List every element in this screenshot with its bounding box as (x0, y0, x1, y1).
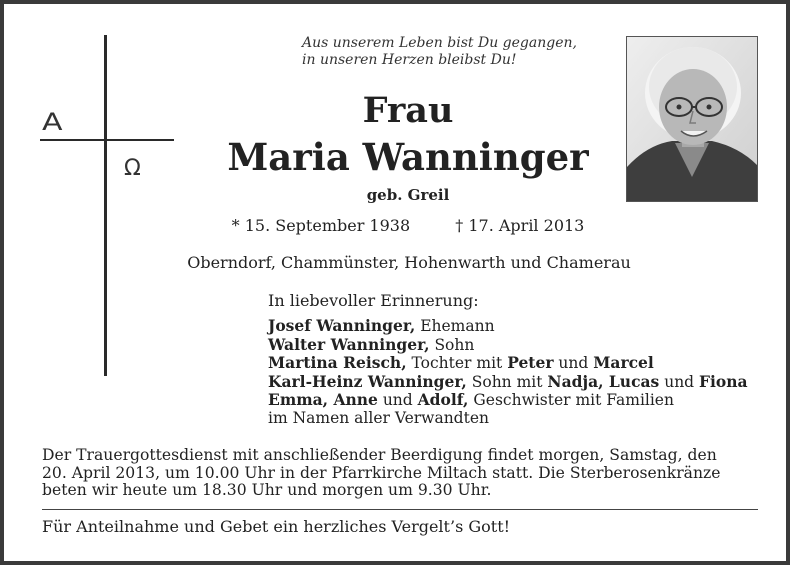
places-line: Oberndorf, Chammünster, Hohenwarth und Chamerau (187, 253, 631, 272)
mourner-line (268, 354, 748, 373)
death-date: † 17. April 2013 (455, 216, 585, 235)
mourner-name: Marcel (593, 353, 654, 373)
verse (302, 35, 602, 69)
mourner-line (268, 336, 748, 355)
alpha-symbol: A (41, 108, 63, 136)
maiden-name: geb. Greil (366, 186, 450, 204)
omega-symbol: Ω (124, 156, 141, 181)
service-line: beten wir heute um 18.30 Uhr und morgen um 9.30 Uhr. (42, 481, 492, 500)
mourner-name: Walter Wanninger, (268, 334, 430, 354)
service-line: 20. April 2013, um 10.00 Uhr in der Pfarrkirche Miltach statt. Die Sterberosenkränze (42, 463, 721, 482)
mourner-line (268, 373, 748, 392)
verse-line: in unseren Herzen bleibst Du! (302, 52, 517, 68)
mourner-relation: Ehemann (415, 317, 495, 335)
mourner-relation: und (659, 372, 700, 391)
mourner-relation: Geschwister mit Familien (468, 391, 674, 410)
mourner-relation: Sohn mit (466, 372, 548, 391)
mourner-line (268, 391, 748, 410)
service-line: Der Trauergottesdienst mit anschließender Beerdigung findet morgen, Samstag, den (42, 446, 717, 464)
mourner-relation: Sohn (429, 335, 475, 354)
mourner-name: Karl-Heinz Wanninger, (268, 371, 467, 391)
divider (42, 509, 758, 510)
thanks-line: Für Anteilnahme und Gebet ein herzliches Vergelt’s Gott! (42, 517, 511, 536)
mourners-list (268, 317, 748, 428)
mourner-name: Fiona (699, 371, 748, 391)
mourner-name: Adolf, (417, 390, 469, 410)
memory-intro: In liebevoller Erinnerung: (268, 291, 479, 310)
mourner-name: Josef Wanninger, (268, 316, 416, 335)
mourner-relation: und (553, 354, 594, 373)
cross-vertical-beam (104, 35, 107, 376)
mourner-name: Peter (507, 353, 554, 373)
deceased-name: Maria Wanninger (227, 135, 589, 179)
mourner-line (268, 317, 748, 336)
verse-line: Aus unserem Leben bist Du gegangen, (302, 35, 577, 51)
mourner-name: Nadja, Lucas (547, 371, 660, 391)
service-announcement (42, 447, 762, 500)
salutation: Frau (362, 90, 454, 131)
mourner-relation: Tochter mit (406, 354, 508, 373)
life-dates (154, 216, 662, 235)
mourner-relation: und (377, 391, 418, 410)
mourner-line (268, 410, 748, 428)
mourner-name: Emma, Anne (268, 390, 378, 410)
birth-date: * 15. September 1938 (231, 216, 411, 235)
mourner-relation: im Namen aller Verwandten (268, 408, 489, 427)
mourner-name: Martina Reisch, (268, 353, 407, 373)
